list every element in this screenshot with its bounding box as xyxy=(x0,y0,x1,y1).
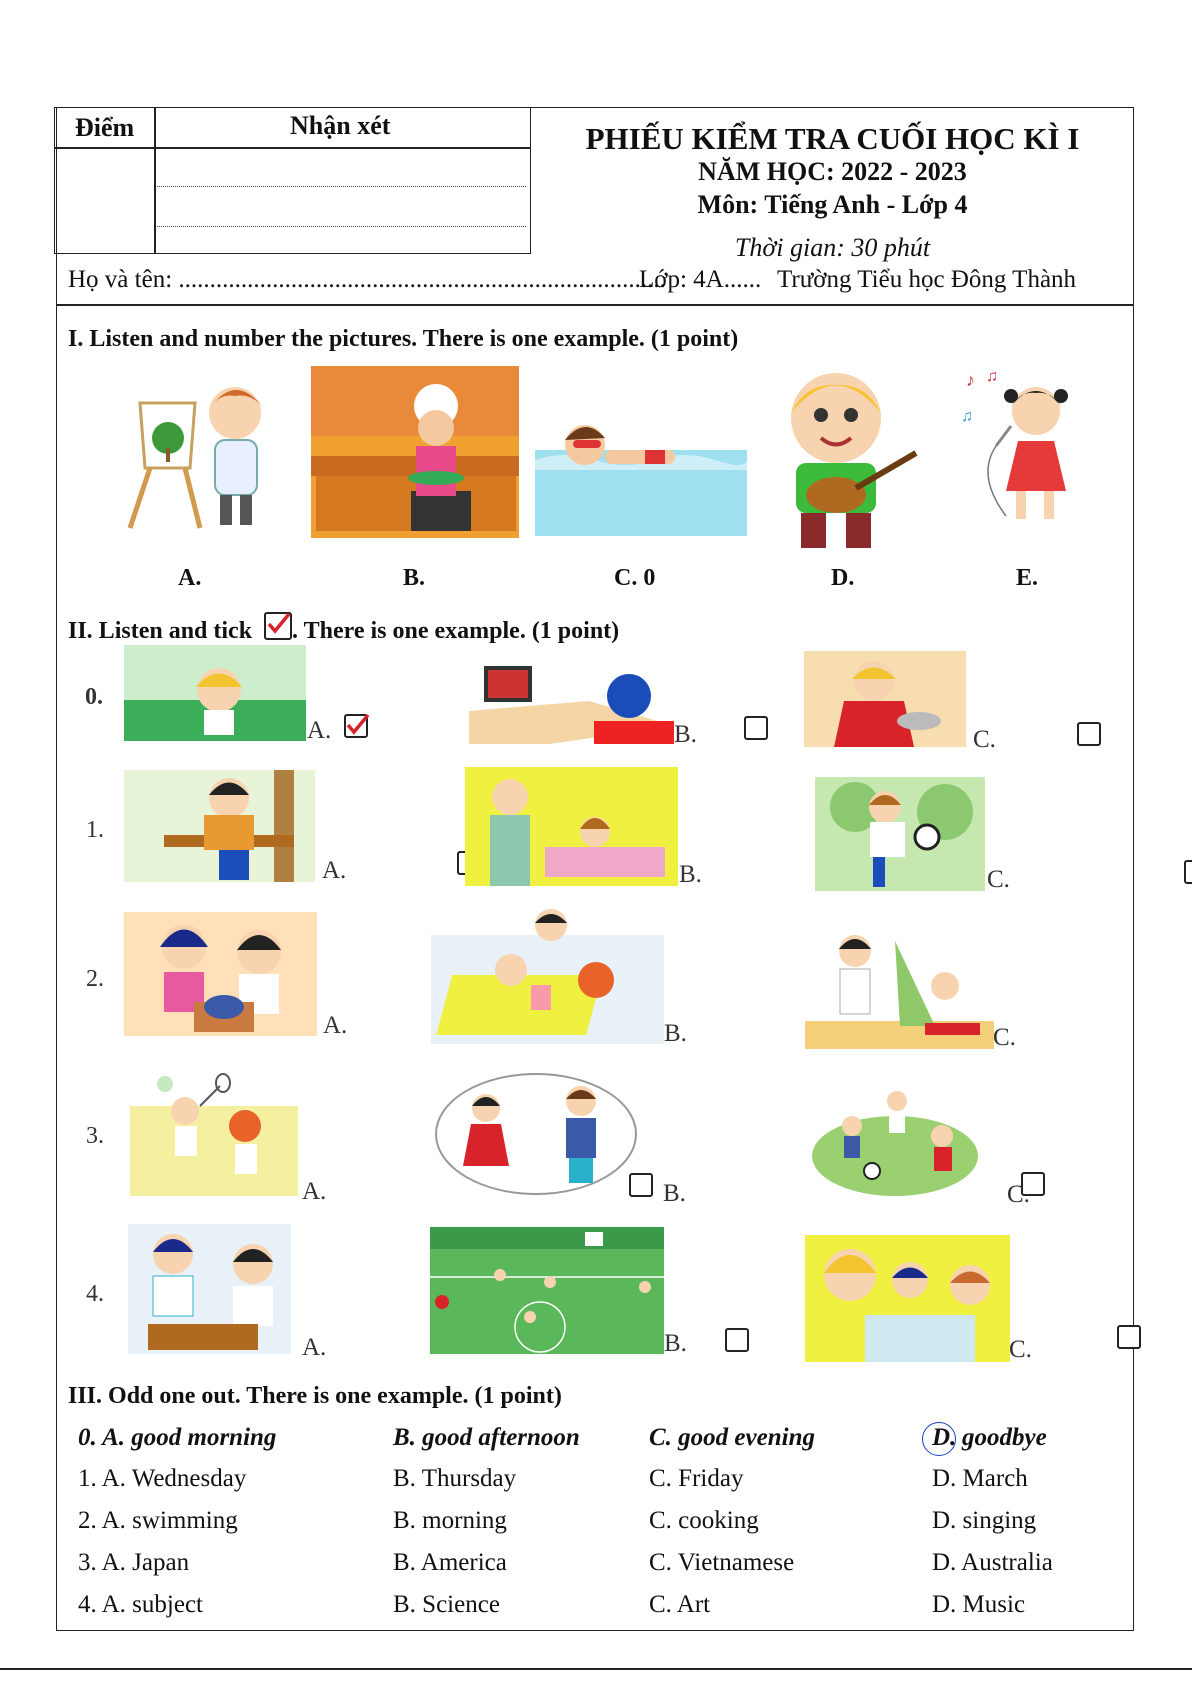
row4-checkbox-a[interactable] xyxy=(725,1328,749,1352)
row3-label-a: A. xyxy=(302,1178,327,1205)
row4-label-a: A. xyxy=(302,1334,327,1361)
row4-checkbox-b[interactable] xyxy=(1117,1325,1141,1349)
ooo-row4-a[interactable]: 4. A. subject xyxy=(78,1591,203,1618)
score-label: Điểm xyxy=(75,113,135,142)
row-number-0: 0. xyxy=(85,684,103,710)
singing-picture xyxy=(956,366,1114,526)
ooo-row1-b[interactable]: B. Thursday xyxy=(393,1465,517,1492)
ooo-row3-a[interactable]: 3. A. Japan xyxy=(78,1549,190,1576)
row0-pic-a xyxy=(124,645,306,741)
page-bottom-rule xyxy=(0,1668,1192,1670)
row0-checkbox-b[interactable] xyxy=(744,716,768,740)
ooo-row0-b: B. good afternoon xyxy=(393,1424,580,1451)
row1-label-b: B. xyxy=(679,861,702,888)
svg-text:♪: ♪ xyxy=(966,370,975,390)
ooo-row0-d-letter: D. xyxy=(932,1424,957,1451)
row4-label-b: B. xyxy=(664,1330,687,1357)
name-field[interactable]: Họ và tên: .............................................................................. xyxy=(68,266,666,293)
row2-pic-a xyxy=(124,912,317,1036)
section1-title: I. Listen and number the pictures. There is one example. (1 point) xyxy=(68,326,739,352)
pic-label-d: D. xyxy=(831,565,855,591)
row1-pic-a xyxy=(124,770,315,882)
school-year: NĂM HỌC: 2022 - 2023 xyxy=(698,157,967,186)
school-name: Trường Tiểu học Đông Thành xyxy=(777,266,1077,293)
cooking-picture xyxy=(311,366,519,538)
ooo-row3-c[interactable]: C. Vietnamese xyxy=(649,1549,795,1576)
ooo-row4-c[interactable]: C. Art xyxy=(649,1591,711,1618)
row4-pic-c xyxy=(805,1235,1010,1362)
row2-label-b: B. xyxy=(664,1020,687,1047)
row2-pic-b xyxy=(431,905,664,1044)
row1-label-c: C. xyxy=(987,866,1010,893)
ooo-row2-a[interactable]: 2. A. swimming xyxy=(78,1507,238,1534)
swimming-picture xyxy=(535,410,747,536)
row0-pic-c xyxy=(804,651,966,747)
row0-checkbox-c[interactable] xyxy=(1077,722,1101,746)
ooo-row1-c[interactable]: C. Friday xyxy=(649,1465,744,1492)
row3-pic-b xyxy=(431,1066,642,1202)
row2-label-a: A. xyxy=(323,1012,348,1039)
row-number-4: 4. xyxy=(86,1281,104,1307)
ooo-row3-b[interactable]: B. America xyxy=(393,1549,507,1576)
row1-checkbox-c[interactable] xyxy=(1184,860,1192,884)
row0-label-b: B. xyxy=(674,721,697,748)
tick-example-icon xyxy=(264,612,292,640)
section3-title: III. Odd one out. There is one example. (1 point) xyxy=(68,1383,562,1409)
guitar-picture xyxy=(766,363,919,553)
row3-pic-a xyxy=(130,1066,298,1196)
pic-label-e: E. xyxy=(1016,565,1039,591)
ooo-row2-d[interactable]: D. singing xyxy=(932,1507,1037,1534)
ooo-row0-a: 0. A. good morning xyxy=(78,1424,277,1451)
ooo-row4-d[interactable]: D. Music xyxy=(932,1591,1026,1618)
ooo-row1-d[interactable]: D. March xyxy=(932,1465,1028,1492)
row3-pic-c xyxy=(812,1076,978,1198)
ooo-row1-a[interactable]: 1. A. Wednesday xyxy=(78,1465,247,1492)
pic-label-b: B. xyxy=(403,565,426,591)
pic-label-a: A. xyxy=(178,565,202,591)
svg-text:♫: ♫ xyxy=(961,408,973,425)
row-number-3: 3. xyxy=(86,1123,104,1149)
comment-label: Nhận xét xyxy=(290,111,391,140)
row3-label-c: C. xyxy=(1007,1181,1030,1208)
ooo-row2-c[interactable]: C. cooking xyxy=(649,1507,759,1534)
class-field[interactable]: Lớp: 4A...... xyxy=(639,266,762,293)
row1-label-a: A. xyxy=(322,857,347,884)
ooo-row3-d[interactable]: D. Australia xyxy=(932,1549,1053,1576)
row2-pic-c xyxy=(805,931,994,1049)
section2-title xyxy=(68,612,619,645)
pic-label-c: C. 0 xyxy=(614,565,656,591)
svg-text:♫: ♫ xyxy=(986,368,998,385)
ooo-row0-c: C. good evening xyxy=(649,1424,815,1451)
ooo-row4-b[interactable]: B. Science xyxy=(393,1591,500,1618)
row0-pic-b xyxy=(469,656,674,744)
row-number-2: 2. xyxy=(86,966,104,992)
painting-picture xyxy=(120,368,280,532)
row2-label-c: C. xyxy=(993,1024,1016,1051)
exam-title: PHIẾU KIỂM TRA CUỐI HỌC KÌ I xyxy=(585,121,1080,156)
row4-pic-a xyxy=(128,1224,291,1354)
section2-title-b: . There is one example. (1 point) xyxy=(292,618,620,644)
row-number-1: 1. xyxy=(86,817,104,843)
subject-line: Môn: Tiếng Anh - Lớp 4 xyxy=(697,190,968,219)
time-line: Thời gian: 30 phút xyxy=(734,233,931,262)
ooo-row0-d: goodbye xyxy=(962,1424,1047,1451)
row0-label-c: C. xyxy=(973,726,996,753)
ooo-row2-b[interactable]: B. morning xyxy=(393,1507,507,1534)
row1-pic-c xyxy=(815,777,985,891)
row1-pic-b xyxy=(465,767,678,886)
row4-label-c: C. xyxy=(1009,1336,1032,1363)
header-divider xyxy=(56,304,1134,306)
row0-label-a: A. xyxy=(307,717,332,744)
row0-checkbox-a[interactable] xyxy=(344,714,368,738)
row4-pic-b xyxy=(430,1227,664,1354)
row3-label-b: B. xyxy=(663,1180,686,1207)
section2-title-a: II. Listen and tick xyxy=(68,618,253,644)
